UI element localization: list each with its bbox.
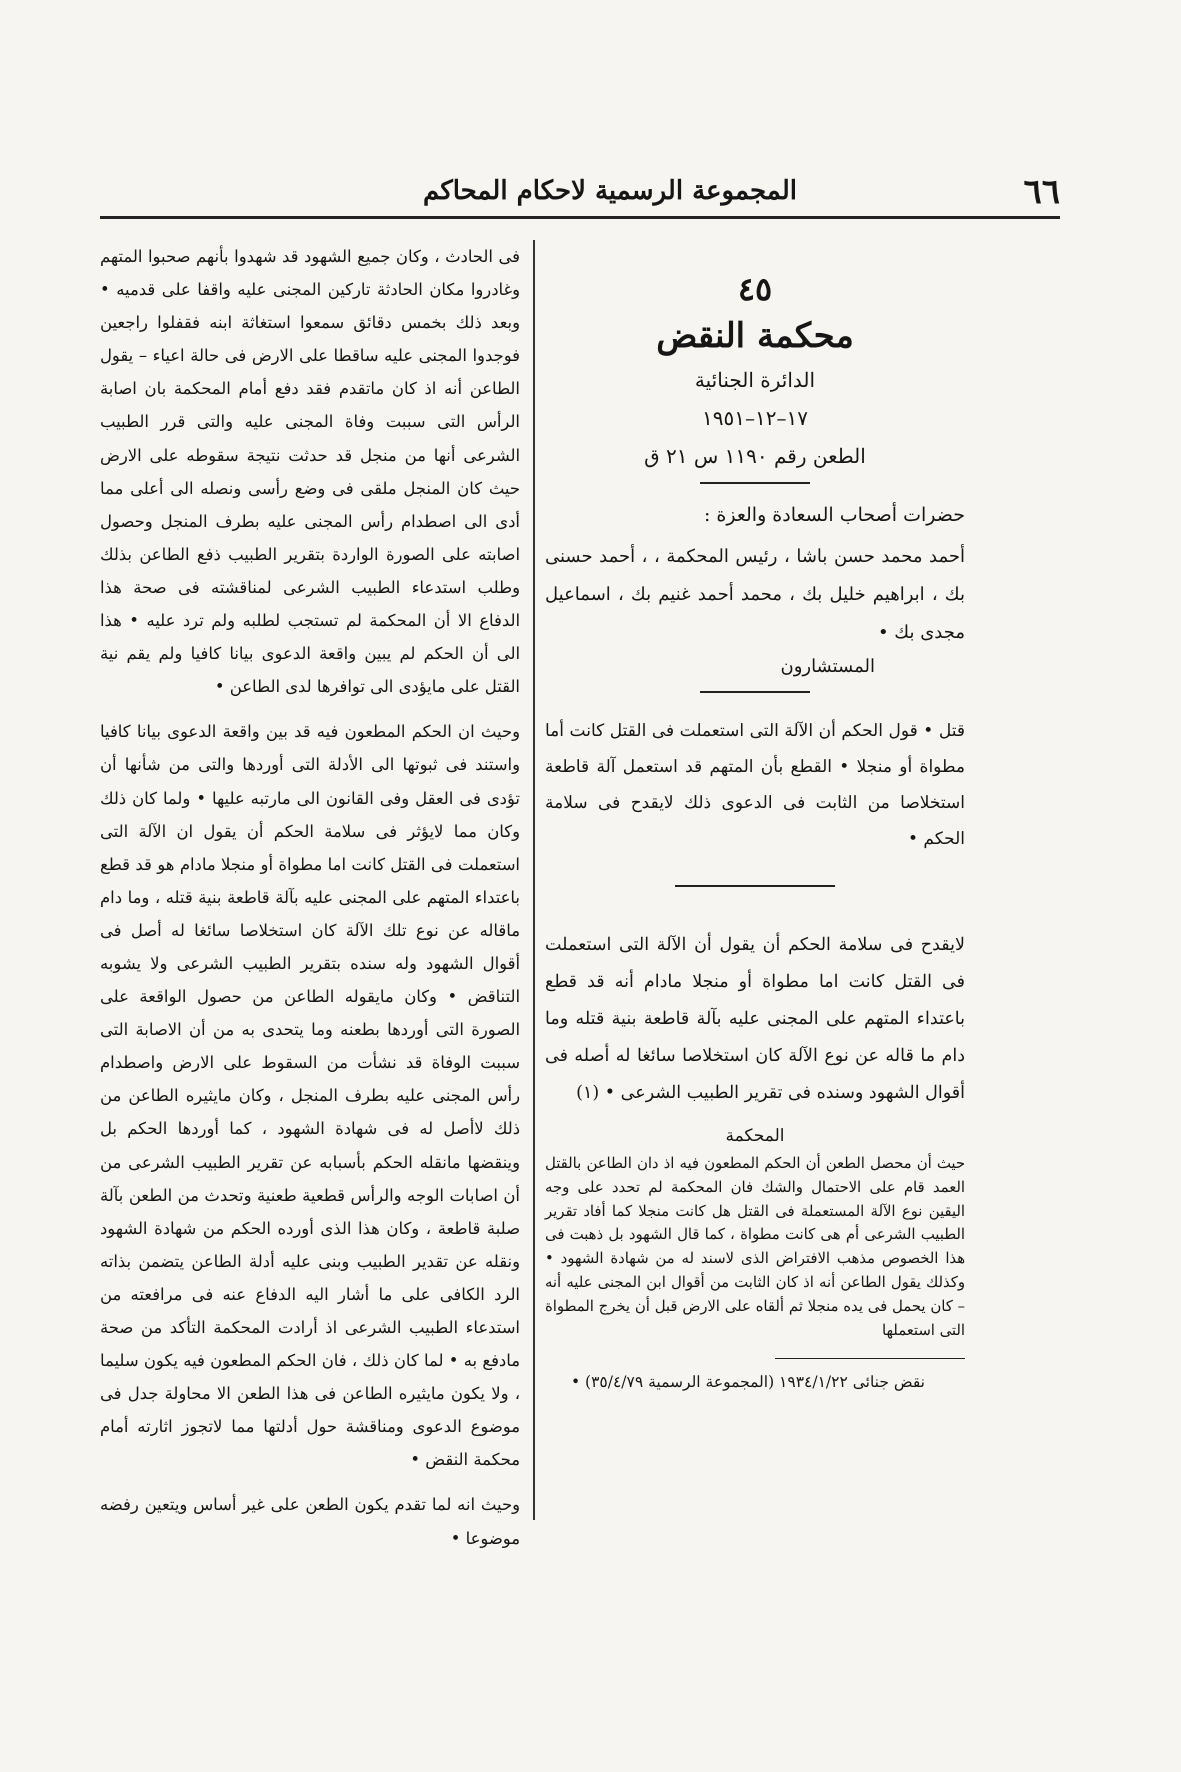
column-divider <box>533 240 535 1520</box>
judges-heading: حضرات أصحاب السعادة والعزة : <box>703 504 965 526</box>
right-column <box>545 240 965 1391</box>
footnote: نقض جنائى ١٩٣٤/١/٢٢ (المجموعة الرسمية ٣٥/٤/٧٩) • <box>570 1373 925 1392</box>
court-reasoning: حيث أن محصل الطعن أن الحكم المطعون فيه اذ دان الطاعن بالقتل العمد قام على الاحتمال والشك فان المحكمة لم تحدد على وجه اليقين نوع الآلة المستعملة فى القتل هل كانت منجلا كما أفاد تقرير الطبيب الشرعى أم هى كانت مطواة ، كما قال الشهود بل ذهبت فى هذا الخصوص مذهب الافتراض الذى لاسند له من شهادة الشهود • وكذلك يقول الطاعن أنه اذ كان الثابت من أقوال ابن المجنى عليه أنه – كان يحمل فى يده منجلا ثم ألقاه على الارض قبل أن يخرج المطواة التى استعملها <box>545 1155 965 1339</box>
journal-title: المجموعة الرسمية لاحكام المحاكم <box>423 176 797 206</box>
section-rule <box>675 885 835 887</box>
case-number: ٤٥ <box>737 270 773 308</box>
page-number: ٦٦ <box>1023 172 1060 212</box>
body-paragraph: وحيث ان الحكم المطعون فيه قد بين واقعة الدعوى بيانا كافيا واستند فى ثبوتها الى الأدلة التى أوردها والتى من شأنها أن تؤدى فى العقل وفى القانون الى مارتبه عليها • ولما كان ذلك وكان مما لايؤثر فى سلامة الحكم أن يقول ان الآلة التى استعملت فى القتل كانت اما مطواة أو منجلا مادام هو قد قطع باعتداء المتهم على المجنى عليه بآلة قاطعة بنية قتله ، وما دام ماقاله عن نوع تلك الآلة كان استخلاصا سائغا له أصل فى أقوال الشهود وله سنده بتقرير الطبيب الشرعى ولا يشوبه التناقض • وكان مايقوله الطاعن من حصول الواقعة على الصورة التى أوردها بطعنه وما يتحدى به من أن الاصابة التى سببت الوفاة قد نشأت من السقوط على الارض واصطدام رأس المجنى عليه بطرف المنجل ، وكان مايثيره الطاعن من ذلك لاأصل له فى شهادة الشهود ، كما أوردها الحكم بل وينقضها مانقله الحكم بأسبابه عن تقرير الطبيب الشرعى من أن اصابات الوجه والرأس قطعية طعنية وتحدث من الطعن بآلة صلبة قاطعة ، وكان هذا الذى أورده الحكم من شهادة الشهود ونقله عن تقدير الطبيب وبنى عليه أدلة الطاعن يتضمن بذاته الرد الكافى على ما أشار اليه الدفاع عنه فى مرافعته من استدعاء الطبيب الشرعى اذ أرادت المحكمة التأكد من صحة مادفع به • لما كان ذلك ، فان الحكم المطعون فيه يكون سليما ، ولا يكون مايثيره الطاعن فى هذا الطعن الا محاولة جدل فى موضوع الدعوى ومناقشة حول أدلتها مما لاتجوز اثارته أمام محكمة النقض • <box>100 722 520 1470</box>
body-paragraph: فى الحادث ، وكان جميع الشهود قد شهدوا بأنهم صحبوا المتهم وغادروا مكان الحادثة تاركين المجنى عليه واقفا على قدميه • وبعد ذلك بخمس دقائق سمعوا استغاثة ابنه فقفلوا راجعين فوجدوا المجنى عليه ساقطا على الارض فى حالة اعياء – يقول الطاعن أنه اذ كان ماتقدم فقد دفع أمام المحكمة بان اصابة الرأس التى سببت وفاة المجنى عليه والتى قرر الطبيب الشرعى أنها من منجل قد حدثت نتيجة سقوطه على الارض حيث كان المنجل ملقى فى وضع رأسى ونصله الى أعلى مما أدى الى اصطدام رأس المجنى عليه بطرف المنجل وحصول اصابته على الصورة الواردة بتقرير الطبيب ذفع الطاعن بذلك وطلب استدعاء الطبيب الشرعى لمناقشته فى صحة هذا الدفاع الا أن المحكمة لم تستجب لطلبه ولم ترد عليه • هذا الى أن الحكم لم يبين واقعة الدعوى بيانا كافيا ولم يقم نية القتل على مايؤدى الى توافرها لدى الطاعن • <box>100 247 520 697</box>
judges-list: أحمد محمد حسن باشا ، رئيس المحكمة ، ، أحمد حسنى بك ، ابراهيم خليل بك ، محمد أحمد غنيم بك ، اسماعيل مجدى بك • <box>545 546 965 643</box>
court-heading: المحكمة <box>725 1126 785 1146</box>
running-head <box>100 172 1060 216</box>
header-rule <box>100 216 1060 219</box>
case-date: ١٧–١٢–١٩٥١ <box>702 406 808 430</box>
section-rule <box>700 482 810 484</box>
section-rule <box>700 691 810 693</box>
chamber: الدائرة الجنائية <box>694 368 816 392</box>
left-column <box>100 240 520 1555</box>
case-summary: قتل • قول الحكم أن الآلة التى استعملت فى القتل كانت أما مطواة أو منجلا • القطع بأن المتهم قد استعمل آلة قاطعة استخلاصا من الثابت فى الدعوى ذلك لايقدح فى سلامة الحكم • <box>545 721 965 849</box>
appeal-number: الطعن رقم ١١٩٠ س ٢١ ق <box>644 444 866 468</box>
advisors-label: المستشارون <box>780 656 875 677</box>
court-name: محكمة النقض <box>656 316 854 356</box>
legal-principle: لايقدح فى سلامة الحكم أن يقول أن الآلة التى استعملت فى القتل كانت اما مطواة أو منجلا مادام أنه قد قطع باعتداء المتهم على المجنى عليه بآلة قاطعة بنية قتله وما دام ما قاله عن نوع الآلة كان استخلاصا سائغا له أصله فى أقوال الشهود وسنده فى تقرير الطبيب الشرعى • (١) <box>545 935 965 1103</box>
footnote-rule <box>775 1358 965 1359</box>
body-paragraph: وحيث انه لما تقدم يكون الطعن على غير أساس ويتعين رفضه موضوعا • <box>100 1495 520 1548</box>
